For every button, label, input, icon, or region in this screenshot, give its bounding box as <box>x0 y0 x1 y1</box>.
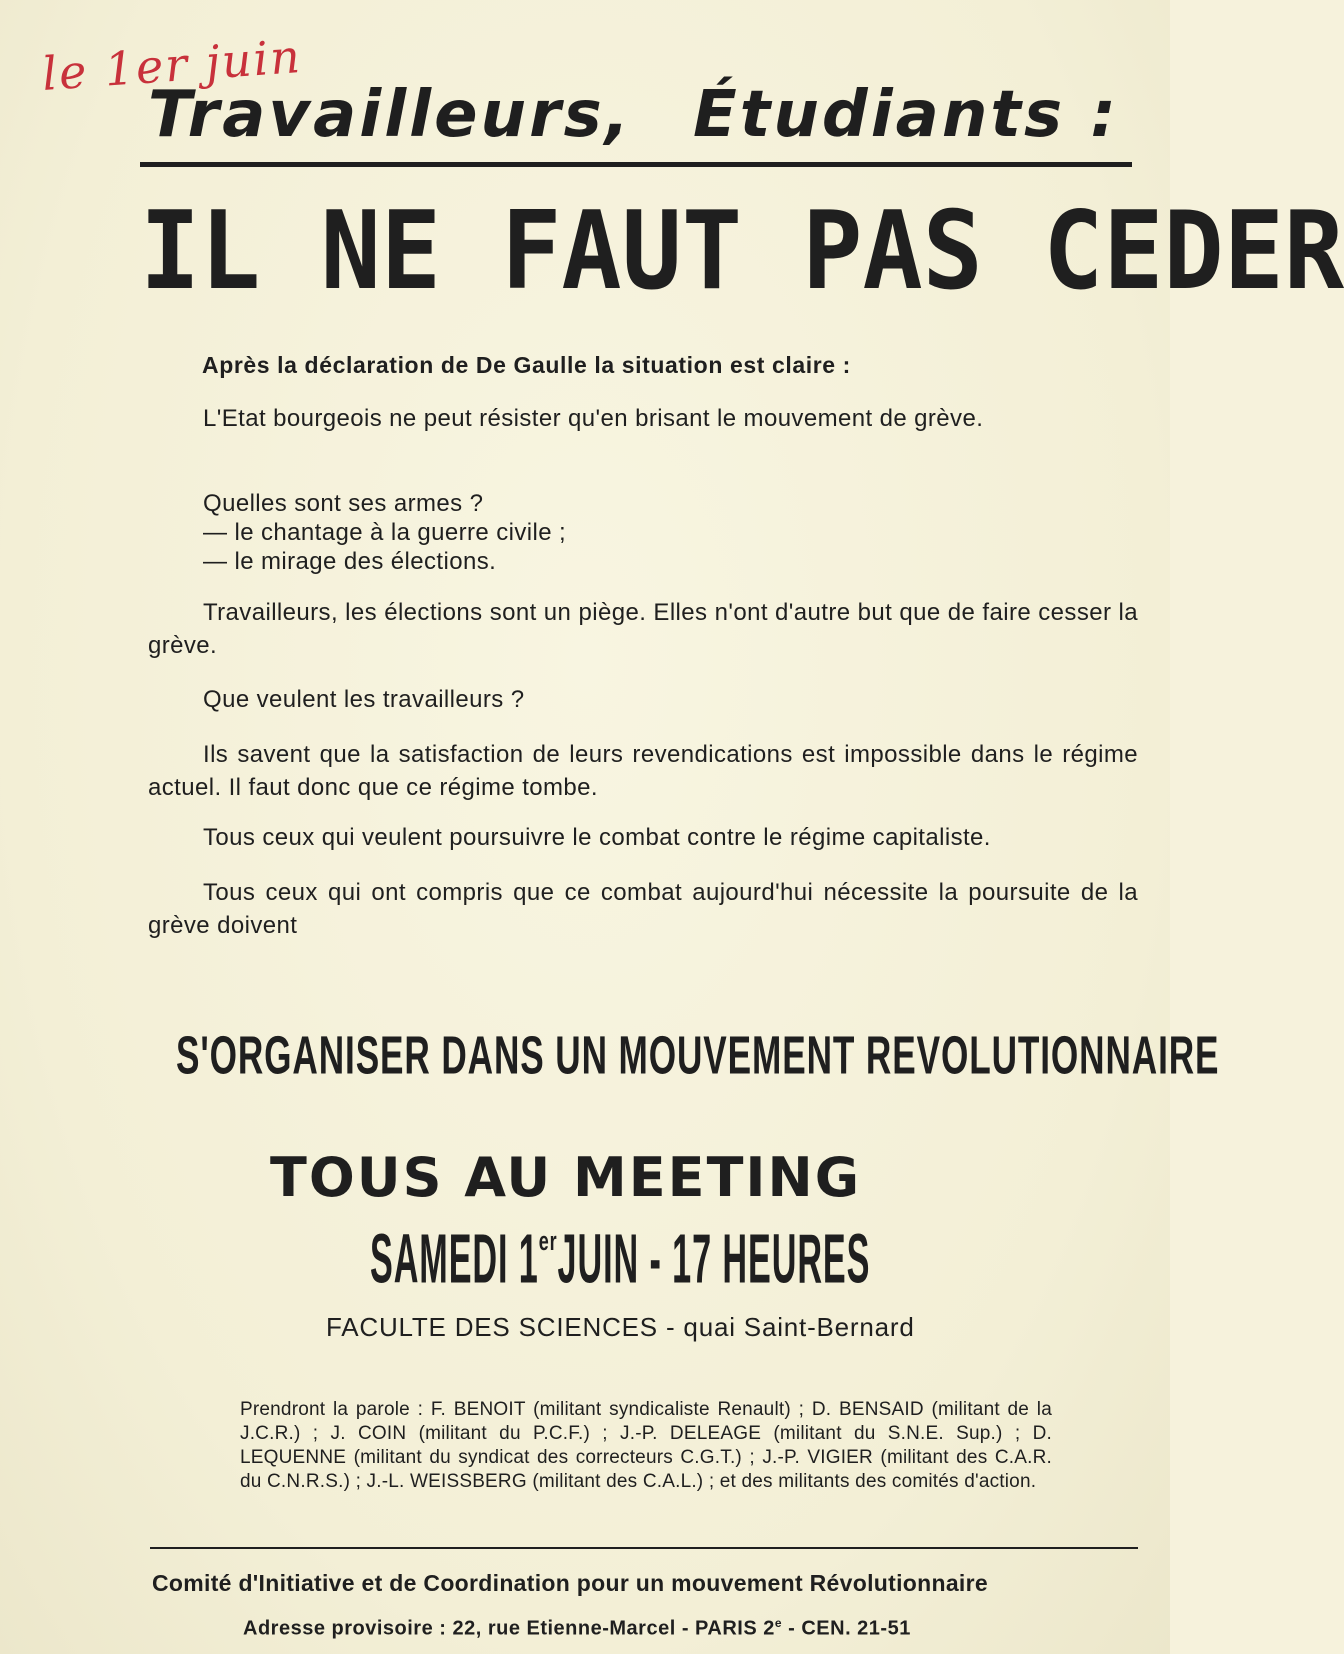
meeting-date <box>370 1222 871 1299</box>
organization-name: Comité d'Initiative et de Coordination pour un mouvement Révolutionnaire <box>152 1570 988 1596</box>
main-title <box>140 187 1344 314</box>
headline-workers: Travailleurs, <box>148 78 633 152</box>
date-rest: JUIN - 17 HEURES <box>557 1222 871 1299</box>
paragraph-question-weapons: Quelles sont ses armes ? <box>203 490 484 517</box>
paragraph-strike: Tous ceux qui ont compris que ce combat aujourd'hui nécessite la poursuite de la grève doivent <box>148 879 1138 939</box>
meeting-call: TOUS AU MEETING <box>270 1146 862 1209</box>
meeting-date-text <box>370 1222 871 1299</box>
speakers-list: Prendront la parole : F. BENOIT (militant syndicaliste Renault) ; D. BENSAID (militant de la J.C.R.) ; J. COIN (militant du P.C.F.) ; J.-P. DELEAGE (militant du S.N.E. Sup.) ; D. LEQUENNE (militant du syndicat des correcteurs C.G.T.) ; J.-P. VIGIER (militant des C.A.R. du C.N.R.S.) ; J.-L. WEISSBERG (militant des C.A.L.) ; et des militants des comités d'action. <box>240 1399 1052 1492</box>
headline-students: Étudiants : <box>693 78 1119 152</box>
slogan-text: S'ORGANISER DANS UN MOUVEMENT REVOLUTIONNAIRE <box>176 1026 1220 1086</box>
slogan <box>176 1026 1220 1086</box>
paragraph-state: L'Etat bourgeois ne peut résister qu'en brisant le mouvement de grève. <box>203 405 984 432</box>
paragraph-combat: Tous ceux qui veulent poursuivre le combat contre le régime capitaliste. <box>203 824 991 851</box>
address-phone: - CEN. 21-51 <box>782 1617 911 1640</box>
list-item-elections: — le mirage des élections. <box>203 548 497 575</box>
address-arrondissement-sup: e <box>774 1616 783 1630</box>
list-item-civil-war: — le chantage à la guerre civile ; <box>203 519 567 546</box>
date-ordinal: er <box>538 1227 558 1257</box>
paragraph-workers-question: Que veulent les travailleurs ? <box>203 686 525 713</box>
paragraph-regime: Ils savent que la satisfaction de leurs revendications est impossible dans le régime actuel. Il faut donc que ce régime tombe. <box>148 741 1138 801</box>
headline-rule <box>140 162 1132 167</box>
main-title-text: IL NE FAUT PAS CEDER <box>140 187 1344 314</box>
footer-rule <box>150 1547 1138 1549</box>
handwritten-annotation: le 1er juin <box>40 29 304 101</box>
date-day: SAMEDI 1 <box>370 1222 539 1299</box>
address-main: Adresse provisoire : 22, rue Etienne-Marcel - PARIS 2 <box>243 1617 775 1640</box>
organization-address <box>243 1616 911 1641</box>
meeting-venue: FACULTE DES SCIENCES - quai Saint-Bernard <box>326 1312 915 1342</box>
lead-sentence: Après la déclaration de De Gaulle la situation est claire : <box>202 352 851 378</box>
paragraph-elections-trap: Travailleurs, les élections sont un piège. Elles n'ont d'autre but que de faire cesser la grève. <box>148 599 1138 659</box>
